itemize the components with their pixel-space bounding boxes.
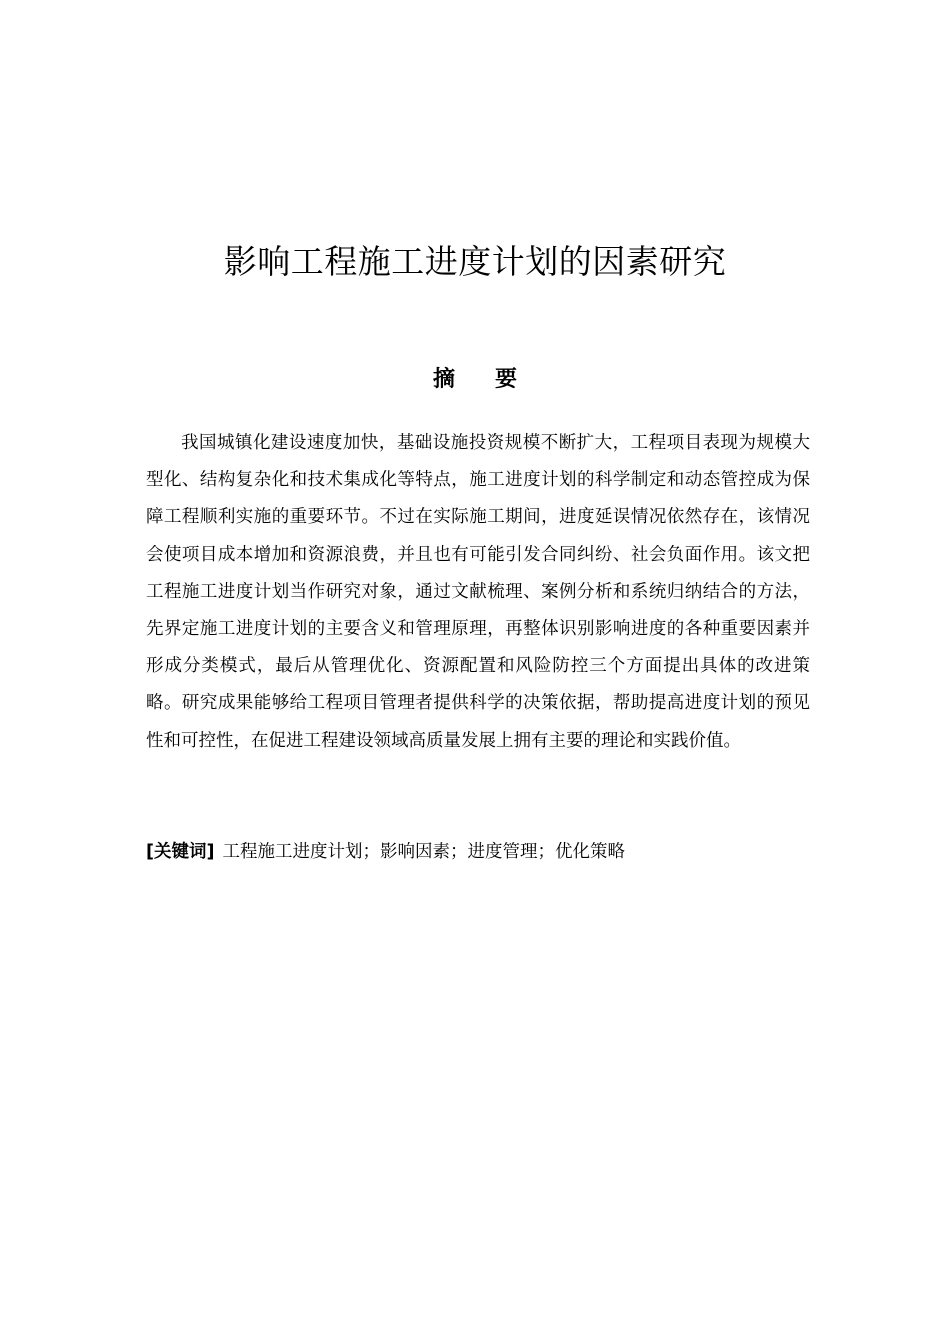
keywords-text: 工程施工进度计划；影响因素；进度管理；优化策略 xyxy=(222,842,625,862)
abstract-heading: 摘要 xyxy=(432,367,557,392)
document-title: 影响工程施工进度计划的因素研究 xyxy=(223,242,727,281)
abstract-body: 我国城镇化建设速度加快，基础设施投资规模不断扩大，工程项目表现为规模大型化、结构复杂化和技术集成化等特点，施工进度计划的科学制定和动态管控成为保障工程顺利实施的重要环节。不过在实际施工期间，进度延误情况依然存在，该情况会使项目成本增加和资源浪费，并且也有可能引发合同纠纷、社会负面作用。该文把工程施工进度计划当作研究对象，通过文献梳理、案例分析和系统归纳结合的方法，先界定施工进度计划的主要含义和管理原理，再整体识别影响进度的各种重要因素并形成分类模式，最后从管理优化、资源配置和风险防控三个方面提出具体的改进策略。研究成果能够给工程项目管理者提供科学的决策依据，帮助提高进度计划的预见性和可控性，在促进工程建设领域高质量发展上拥有主要的理论和实践价值。 xyxy=(146,433,810,751)
keywords-line xyxy=(146,835,810,869)
keywords-label: [关键词] xyxy=(146,842,215,862)
